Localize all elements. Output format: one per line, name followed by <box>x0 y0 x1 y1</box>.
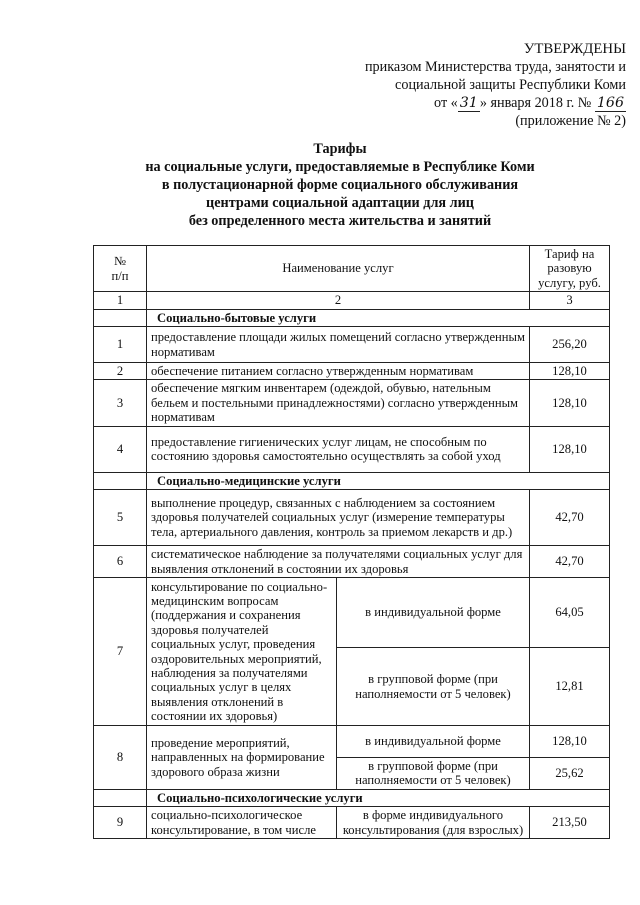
table-row <box>94 363 610 380</box>
header-tariff: Тариф на разовую услугу, руб. <box>530 246 610 292</box>
title-line-2: на социальные услуги, предоставляемые в Республике Коми <box>145 159 535 175</box>
empty-cell <box>94 472 147 489</box>
service-name: консультирование по социально-медицинским вопросам (поддержания и сохранения здоровья получателей социальных услуг, проведения оздоровительных мероприятий, наблюдения за получателями социальных услуг в целях выявления отклонений в состоянии их здоровья) <box>147 578 337 726</box>
service-price: 42,70 <box>530 546 610 578</box>
table-row <box>94 578 610 648</box>
service-price: 213,50 <box>530 807 610 839</box>
table-row <box>94 327 610 363</box>
title-line-1: Тарифы <box>313 141 367 157</box>
service-name: систематическое наблюдение за получателями социальных услуг для выявления отклонений в состоянии их здоровья <box>147 546 530 578</box>
service-form: в групповой форме (при наполняемости от 5 человек) <box>337 648 530 726</box>
row-num: 5 <box>94 490 147 546</box>
service-price: 64,05 <box>530 578 610 648</box>
section-row <box>94 472 610 489</box>
table-header-row <box>94 246 610 292</box>
service-form: в форме индивидуального консультирования (для взрослых) <box>337 807 530 839</box>
service-form: в индивидуальной форме <box>337 726 530 758</box>
colnum-1: 1 <box>94 292 147 309</box>
service-name: социально-психологическое консультирование, в том числе <box>147 807 337 839</box>
service-name: обеспечение мягким инвентарем (одеждой, обувью, нательным бельем и постельными принадлежностями) согласно утвержденным нормативам <box>147 380 530 426</box>
section-row <box>94 309 610 326</box>
section-title: Социально-бытовые услуги <box>147 309 610 326</box>
header-num: № п/п <box>94 246 147 292</box>
date-prefix: от « <box>434 95 458 111</box>
row-num: 3 <box>94 380 147 426</box>
service-price: 128,10 <box>530 380 610 426</box>
row-num: 2 <box>94 363 147 380</box>
table-row <box>94 807 610 839</box>
service-name: предоставление гигиенических услуг лицам, не способным по состоянию здоровья самостоятельно осуществлять за собой уход <box>147 426 530 472</box>
column-number-row <box>94 292 610 309</box>
title-line-5: без определенного места жительства и занятий <box>188 213 492 229</box>
service-name: проведение мероприятий, направленных на формирование здорового образа жизни <box>147 726 337 790</box>
row-num: 6 <box>94 546 147 578</box>
table-row <box>94 380 610 426</box>
service-price: 128,10 <box>530 426 610 472</box>
tariff-table <box>93 245 610 839</box>
title-line-3: в полустационарной форме социального обслуживания <box>161 177 519 193</box>
service-name: предоставление площади жилых помещений согласно утвержденным нормативам <box>147 327 530 363</box>
service-price: 128,10 <box>530 726 610 758</box>
approval-block <box>326 40 626 130</box>
empty-cell <box>94 789 147 806</box>
section-title: Социально-психологические услуги <box>147 789 610 806</box>
handwritten-day: 31 <box>459 95 478 111</box>
table-row <box>94 426 610 472</box>
table-row <box>94 726 610 758</box>
service-price: 256,20 <box>530 327 610 363</box>
service-price: 25,62 <box>530 758 610 790</box>
title-line-4: центрами социальной адаптации для лиц <box>206 195 474 211</box>
row-num: 8 <box>94 726 147 790</box>
row-num: 1 <box>94 327 147 363</box>
service-name: выполнение процедур, связанных с наблюдением за состоянием здоровья получателей социальных услуг (измерение температуры тела, артериального давления, контроль за приемом лекарств и др.) <box>147 490 530 546</box>
row-num: 4 <box>94 426 147 472</box>
header-name: Наименование услуг <box>147 246 530 292</box>
empty-cell <box>94 309 147 326</box>
approval-date-line <box>326 94 626 112</box>
row-num: 9 <box>94 807 147 839</box>
colnum-3: 3 <box>530 292 610 309</box>
section-row <box>94 789 610 806</box>
approval-order-line: приказом Министерства труда, занятости и <box>364 59 626 75</box>
document-title <box>60 140 620 230</box>
approval-title: УТВЕРЖДЕНЫ <box>523 41 626 57</box>
service-price: 42,70 <box>530 490 610 546</box>
table-row <box>94 546 610 578</box>
date-mid: » января 2018 г. № <box>479 95 592 111</box>
section-title: Социально-медицинские услуги <box>147 472 610 489</box>
table-row <box>94 490 610 546</box>
service-form: в групповой форме (при наполняемости от 5 человек) <box>337 758 530 790</box>
service-form: в индивидуальной форме <box>337 578 530 648</box>
service-price: 12,81 <box>530 648 610 726</box>
appendix-label: (приложение № 2) <box>515 113 626 129</box>
colnum-2: 2 <box>147 292 530 309</box>
service-price: 128,10 <box>530 363 610 380</box>
service-name: обеспечение питанием согласно утвержденным нормативам <box>147 363 530 380</box>
row-num: 7 <box>94 578 147 726</box>
handwritten-number: 166 <box>596 95 624 111</box>
approval-ministry-line: социальной защиты Республики Коми <box>395 77 626 93</box>
